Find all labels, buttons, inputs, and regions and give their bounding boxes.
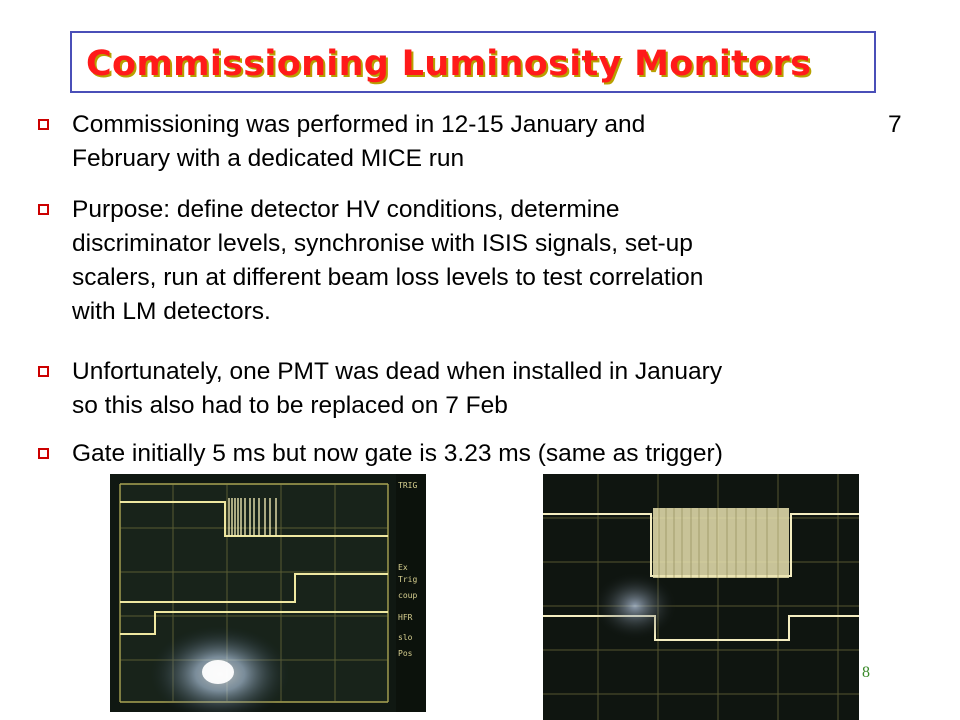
scope-label: HFR [398, 613, 413, 622]
slide-title: Commissioning Luminosity Monitors [86, 44, 812, 84]
oscilloscope-photo-left [110, 474, 426, 712]
bullet-marker-icon [38, 204, 49, 215]
bullet-3-line-2: so this also had to be replaced on 7 Feb [72, 392, 508, 419]
title-box [70, 31, 876, 93]
scope-label: slo [398, 633, 413, 642]
bullet-1-tail: 7 [888, 111, 902, 138]
oscilloscope-photo-right [543, 474, 859, 720]
page-number: 8 [862, 664, 870, 681]
bullet-2-line-3: scalers, run at different beam loss levels to test correlation [72, 264, 704, 291]
bullet-1-line-2: February with a dedicated MICE run [72, 145, 465, 172]
bullet-marker-icon [38, 119, 49, 130]
bullet-2-line-2: discriminator levels, synchronise with ISIS signals, set-up [72, 230, 693, 257]
bullet-3-line-1: Unfortunately, one PMT was dead when installed in January [72, 358, 723, 385]
bullet-1-line-1: Commissioning was performed in 12-15 January and [72, 111, 646, 138]
scope-label: Trig [398, 575, 418, 584]
oscilloscope-trace-right [543, 474, 859, 720]
scope-label: Pos [398, 649, 413, 658]
bullet-marker-icon [38, 448, 49, 459]
bullet-2-line-1: Purpose: define detector HV conditions, determine [72, 196, 620, 223]
scope-label: Ex [398, 563, 408, 572]
scope-label: TRIG [398, 481, 418, 490]
bullet-4-line-1: Gate initially 5 ms but now gate is 3.23 ms (same as trigger) [72, 440, 723, 467]
bullet-2-line-4: with LM detectors. [72, 298, 271, 325]
bullet-marker-icon [38, 366, 49, 377]
oscilloscope-trace-left [110, 474, 426, 712]
scope-label: coup [398, 591, 418, 600]
